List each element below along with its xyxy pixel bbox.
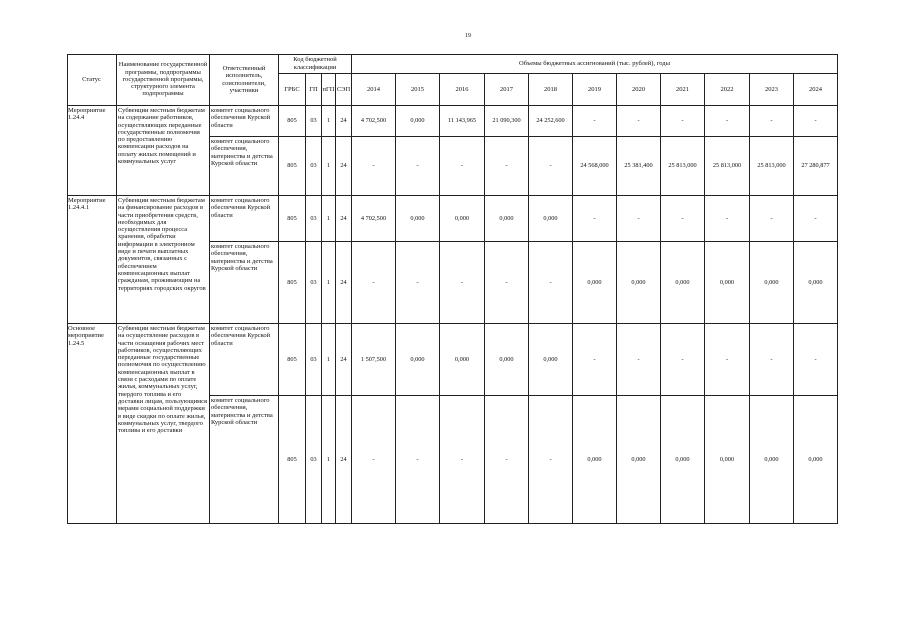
row-value-2015: 0,000 bbox=[396, 106, 440, 137]
row-value-2023: - bbox=[750, 196, 794, 242]
row-value-2014: - bbox=[352, 396, 396, 524]
row-value-2014: - bbox=[352, 137, 396, 196]
row-name: Субвенции местным бюджетам на финансирование расходов в части приобретения средств, необходимых для осуществления процесса хранения, обработки информации в электронном виде и печати выплатных документов, связанных с обеспечением компенсационных выплат гражданам, проживающим на территориях городских округов bbox=[117, 196, 210, 324]
header-year-2014: 2014 bbox=[352, 74, 396, 106]
row-value-2017: - bbox=[485, 242, 529, 324]
header-year-2017: 2017 bbox=[485, 74, 529, 106]
row-responsible: комитет социального обеспечения, материнства и детства Курской области bbox=[210, 242, 279, 324]
row-grbs: 805 bbox=[279, 196, 306, 242]
row-value-2019: 0,000 bbox=[573, 242, 617, 324]
row-value-2019: - bbox=[573, 324, 617, 396]
row-responsible: комитет социального обеспечения, материнства и детства Курской области bbox=[210, 396, 279, 524]
row-gp: 03 bbox=[306, 196, 322, 242]
header-year-2022: 2022 bbox=[705, 74, 750, 106]
row-value-2018: 0,000 bbox=[529, 196, 573, 242]
row-responsible: комитет социального обеспечения Курской области bbox=[210, 196, 279, 242]
row-value-2018: - bbox=[529, 242, 573, 324]
row-value-2023: - bbox=[750, 324, 794, 396]
row-sep: 24 bbox=[336, 137, 352, 196]
row-sep: 24 bbox=[336, 106, 352, 137]
row-value-2024: - bbox=[794, 324, 838, 396]
row-value-2015: 0,000 bbox=[396, 324, 440, 396]
row-responsible: комитет социального обеспечения, материнства и детства Курской области bbox=[210, 137, 279, 196]
row-mgp: 1 bbox=[322, 396, 336, 524]
row-value-2014: - bbox=[352, 242, 396, 324]
row-grbs: 805 bbox=[279, 242, 306, 324]
row-name: Субвенции местным бюджетам на содержание работников, осуществляющих переданные государственные полномочия по предоставлению компенсации расходов на оплату жилых помещений и коммунальных услуг bbox=[117, 106, 210, 196]
row-value-2021: - bbox=[661, 324, 705, 396]
row-value-2021: 0,000 bbox=[661, 396, 705, 524]
row-status: Основное мероприятие 1.24.5 bbox=[67, 324, 117, 524]
header-mgp: пГП bbox=[322, 74, 336, 106]
row-value-2022: - bbox=[705, 106, 750, 137]
row-value-2017: 0,000 bbox=[485, 196, 529, 242]
row-name: Субвенции местным бюджетам на осуществление расходов в части оснащения рабочих мест работников, осуществляющих переданные государственные полномочия по осуществлению компенсационных выплат в связи с расходами по оплате жилья, коммунальных услуг, твердого топлива и его доставки лицам, пользующимся мерами социальной поддержки в виде скидки по оплате жилья, коммунальных услуг, твердого топлива и его доставки bbox=[117, 324, 210, 524]
row-value-2020: - bbox=[617, 324, 661, 396]
row-value-2020: 25 381,400 bbox=[617, 137, 661, 196]
row-value-2017: 21 090,300 bbox=[485, 106, 529, 137]
header-grbs: ГРБС bbox=[279, 74, 306, 106]
row-mgp: 1 bbox=[322, 324, 336, 396]
row-value-2023: 0,000 bbox=[750, 396, 794, 524]
row-value-2019: 0,000 bbox=[573, 396, 617, 524]
page-number: 19 bbox=[465, 33, 471, 39]
row-sep: 24 bbox=[336, 196, 352, 242]
row-value-2024: 27 280,877 bbox=[794, 137, 838, 196]
row-value-2018: - bbox=[529, 396, 573, 524]
row-value-2020: - bbox=[617, 106, 661, 137]
row-value-2015: 0,000 bbox=[396, 196, 440, 242]
budget-table bbox=[67, 54, 838, 524]
row-value-2022: 0,000 bbox=[705, 396, 750, 524]
row-grbs: 805 bbox=[279, 324, 306, 396]
row-mgp: 1 bbox=[322, 137, 336, 196]
row-grbs: 805 bbox=[279, 137, 306, 196]
header-budget-code: Код бюджетной классификации bbox=[279, 54, 352, 74]
row-value-2018: - bbox=[529, 137, 573, 196]
row-value-2017: - bbox=[485, 396, 529, 524]
row-value-2014: 1 507,500 bbox=[352, 324, 396, 396]
row-value-2020: 0,000 bbox=[617, 396, 661, 524]
row-value-2017: 0,000 bbox=[485, 324, 529, 396]
row-value-2015: - bbox=[396, 396, 440, 524]
header-year-2018: 2018 bbox=[529, 74, 573, 106]
row-gp: 03 bbox=[306, 242, 322, 324]
row-status: Мероприятие 1.24.4 bbox=[67, 106, 117, 196]
row-value-2024: - bbox=[794, 196, 838, 242]
row-gp: 03 bbox=[306, 137, 322, 196]
row-responsible: комитет социального обеспечения Курской области bbox=[210, 106, 279, 137]
row-grbs: 805 bbox=[279, 396, 306, 524]
header-year-2015: 2015 bbox=[396, 74, 440, 106]
row-value-2019: 24 568,000 bbox=[573, 137, 617, 196]
header-year-2021: 2021 bbox=[661, 74, 705, 106]
row-value-2020: 0,000 bbox=[617, 242, 661, 324]
row-value-2018: 24 252,600 bbox=[529, 106, 573, 137]
row-value-2016: 0,000 bbox=[440, 196, 485, 242]
row-value-2022: 0,000 bbox=[705, 242, 750, 324]
row-value-2016: 0,000 bbox=[440, 324, 485, 396]
row-sep: 24 bbox=[336, 242, 352, 324]
header-responsible: Ответственный исполнитель, соисполнители, участники bbox=[210, 54, 279, 106]
row-value-2018: 0,000 bbox=[529, 324, 573, 396]
row-value-2021: - bbox=[661, 106, 705, 137]
row-value-2019: - bbox=[573, 106, 617, 137]
row-gp: 03 bbox=[306, 324, 322, 396]
header-volumes: Объемы бюджетных ассигнований (тыс. рублей), годы bbox=[352, 54, 838, 74]
row-value-2020: - bbox=[617, 196, 661, 242]
row-grbs: 805 bbox=[279, 106, 306, 137]
row-value-2016: - bbox=[440, 396, 485, 524]
row-value-2019: - bbox=[573, 196, 617, 242]
row-value-2024: 0,000 bbox=[794, 396, 838, 524]
row-value-2014: 4 702,500 bbox=[352, 196, 396, 242]
row-value-2024: - bbox=[794, 106, 838, 137]
row-value-2023: - bbox=[750, 106, 794, 137]
row-value-2022: - bbox=[705, 196, 750, 242]
row-sep: 24 bbox=[336, 396, 352, 524]
header-year-2020: 2020 bbox=[617, 74, 661, 106]
header-status: Статус bbox=[67, 54, 117, 106]
header-year-2024: 2024 bbox=[794, 74, 838, 106]
row-value-2021: - bbox=[661, 196, 705, 242]
header-year-2016: 2016 bbox=[440, 74, 485, 106]
row-value-2023: 25 813,000 bbox=[750, 137, 794, 196]
header-gp: ГП bbox=[306, 74, 322, 106]
header-name: Наименование государственной программы, подпрограммы государственной программы, структурного элемента подпрограммы bbox=[117, 54, 210, 106]
row-value-2021: 25 813,000 bbox=[661, 137, 705, 196]
row-sep: 24 bbox=[336, 324, 352, 396]
row-value-2015: - bbox=[396, 137, 440, 196]
header-year-2019: 2019 bbox=[573, 74, 617, 106]
row-value-2016: - bbox=[440, 137, 485, 196]
row-value-2021: 0,000 bbox=[661, 242, 705, 324]
row-status: Мероприятие 1.24.4.1 bbox=[67, 196, 117, 324]
row-value-2022: 25 813,000 bbox=[705, 137, 750, 196]
row-gp: 03 bbox=[306, 396, 322, 524]
row-value-2024: 0,000 bbox=[794, 242, 838, 324]
row-value-2016: - bbox=[440, 242, 485, 324]
row-responsible: комитет социального обеспечения Курской области bbox=[210, 324, 279, 396]
row-value-2014: 4 702,500 bbox=[352, 106, 396, 137]
row-value-2023: 0,000 bbox=[750, 242, 794, 324]
row-value-2022: - bbox=[705, 324, 750, 396]
row-value-2016: 11 143,965 bbox=[440, 106, 485, 137]
header-year-2023: 2023 bbox=[750, 74, 794, 106]
row-value-2015: - bbox=[396, 242, 440, 324]
row-mgp: 1 bbox=[322, 106, 336, 137]
row-mgp: 1 bbox=[322, 242, 336, 324]
row-value-2017: - bbox=[485, 137, 529, 196]
row-gp: 03 bbox=[306, 106, 322, 137]
row-mgp: 1 bbox=[322, 196, 336, 242]
header-sep: СЭП bbox=[336, 74, 352, 106]
